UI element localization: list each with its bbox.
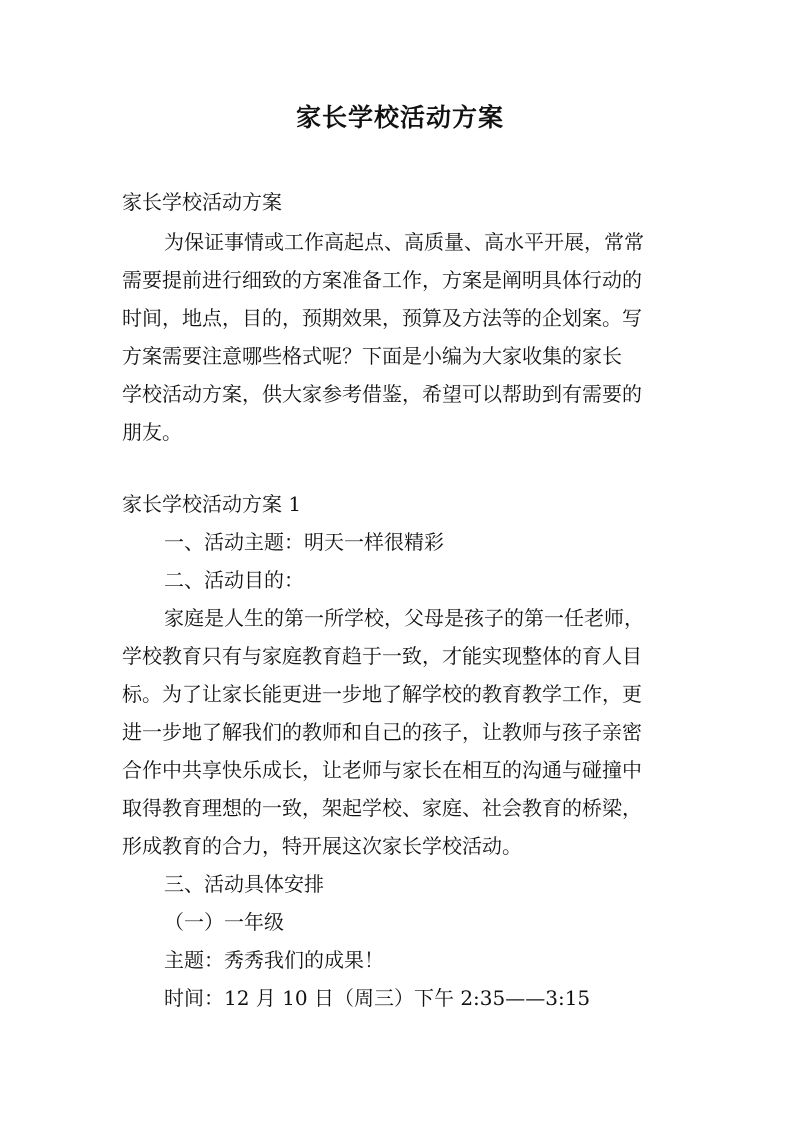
- grade-one-time: 时间：12 月 10 日（周三）下午 2:35——3:15: [164, 986, 591, 1010]
- section-heading: 家长学校活动方案: [122, 190, 282, 214]
- purpose-line: 学校教育只有与家庭教育趋于一致，才能实现整体的育人目: [122, 644, 642, 668]
- intro-line: 学校活动方案，供大家参考借鉴，希望可以帮助到有需要的: [122, 382, 642, 406]
- purpose-line: 家庭是人生的第一所学校，父母是孩子的第一任老师，: [164, 606, 644, 630]
- intro-line: 时间，地点，目的，预期效果，预算及方法等的企划案。写: [122, 306, 642, 330]
- purpose-line: 形成教育的合力，特开展这次家长学校活动。: [122, 834, 522, 858]
- intro-line: 为保证事情或工作高起点、高质量、高水平开展，常常: [164, 230, 644, 254]
- purpose-line: 取得教育理想的一致，架起学校、家庭、社会教育的桥梁，: [122, 796, 642, 820]
- activity-theme-item: 一、活动主题：明天一样很精彩: [164, 530, 444, 554]
- grade-one-heading: （一）一年级: [164, 910, 284, 934]
- activity-purpose-item: 二、活动目的：: [164, 568, 304, 592]
- purpose-line: 标。为了让家长能更进一步地了解学校的教育教学工作，更: [122, 682, 642, 706]
- purpose-line: 合作中共享快乐成长，让老师与家长在相互的沟通与碰撞中: [122, 758, 642, 782]
- intro-line: 方案需要注意哪些格式呢？下面是小编为大家收集的家长: [122, 344, 622, 368]
- grade-one-theme: 主题：秀秀我们的成果！: [164, 948, 384, 972]
- purpose-line: 进一步地了解我们的教师和自己的孩子，让教师与孩子亲密: [122, 720, 642, 744]
- intro-line: 需要提前进行细致的方案准备工作，方案是阐明具体行动的: [122, 268, 642, 292]
- intro-line: 朋友。: [122, 420, 182, 444]
- activity-schedule-item: 三、活动具体安排: [164, 872, 324, 896]
- document-title: 家长学校活动方案: [295, 103, 504, 132]
- plan1-heading: 家长学校活动方案 1: [122, 492, 302, 516]
